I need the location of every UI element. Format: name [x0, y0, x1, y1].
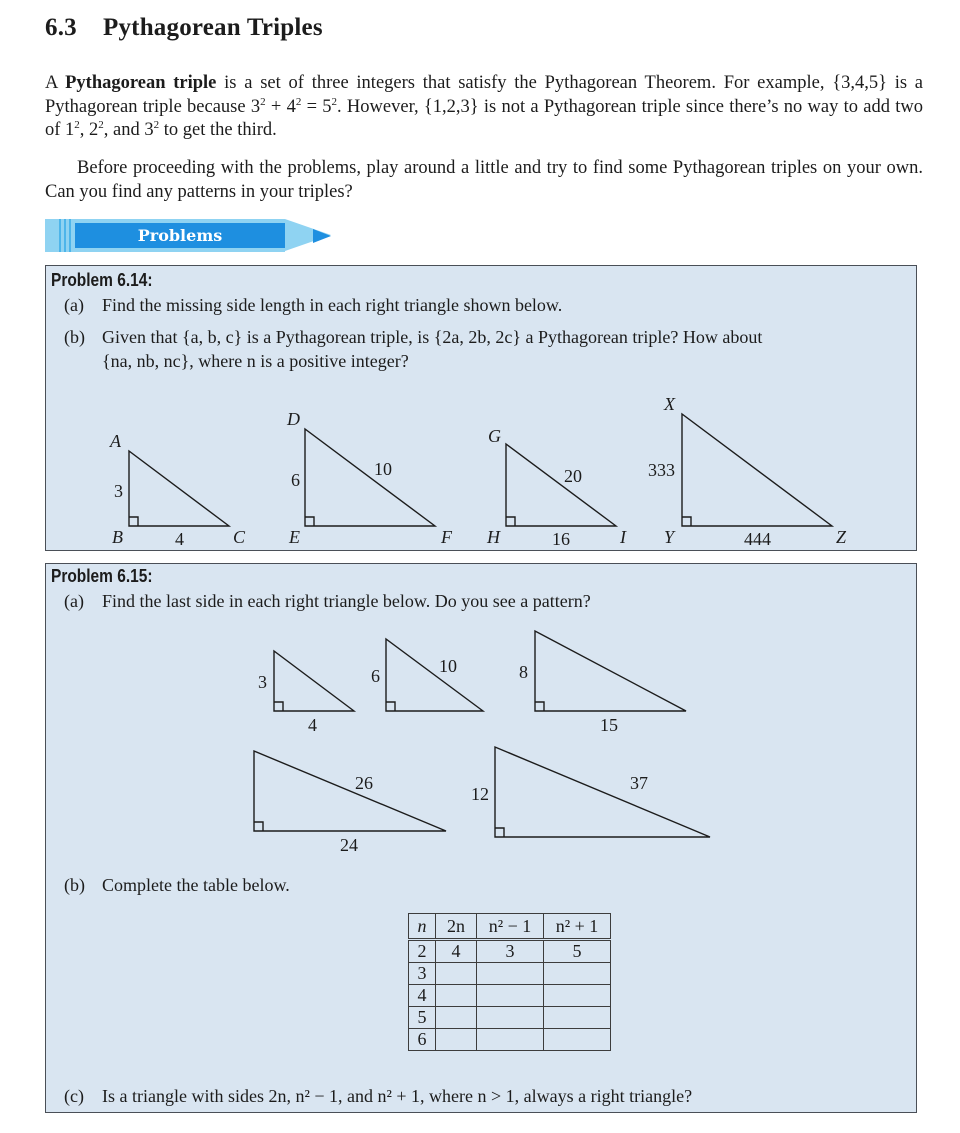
vertex-g: G: [488, 426, 501, 446]
table-cell: 3: [477, 940, 544, 963]
triangle-6-10: [386, 639, 483, 711]
table-cell: 4: [409, 985, 436, 1007]
table-header: n² − 1: [477, 914, 544, 940]
right-angle-mark: [535, 702, 544, 711]
table-cell: 3: [409, 963, 436, 985]
problem-6-15-title: Problem 6.15:: [51, 566, 153, 586]
side-label: 3: [114, 481, 123, 501]
table-row: [409, 1007, 611, 1029]
problem-6-15-figures: [0, 620, 960, 860]
table-cell: [477, 1029, 544, 1051]
side-label: 8: [519, 662, 528, 682]
problems-banner: [45, 219, 331, 252]
side-label: 6: [291, 470, 300, 490]
side-label: 26: [355, 773, 373, 793]
right-angle-mark: [495, 828, 504, 837]
table-header-row: [409, 914, 611, 940]
vertex-c: C: [233, 527, 246, 547]
problem-6-15-part-b: (b) Complete the table below.: [64, 875, 290, 895]
side-label: 4: [175, 529, 184, 549]
section-title: [45, 14, 323, 42]
vertex-h: H: [487, 527, 500, 547]
vertex-b: B: [112, 527, 123, 547]
table-cell: [436, 963, 477, 985]
table-row: [409, 940, 611, 963]
n-values-table: [408, 913, 611, 1051]
table-cell: [477, 985, 544, 1007]
right-angle-mark: [129, 517, 138, 526]
triangle-xyz: [682, 414, 832, 526]
triangle-3-4: [274, 651, 354, 711]
vertex-y: Y: [664, 527, 675, 547]
table-cell: 5: [409, 1007, 436, 1029]
table-cell: [477, 963, 544, 985]
vertex-x: X: [664, 394, 675, 414]
table-cell: [544, 1007, 611, 1029]
table-cell: [544, 1029, 611, 1051]
right-angle-mark: [305, 517, 314, 526]
side-label: 10: [439, 656, 457, 676]
right-angle-mark: [506, 517, 515, 526]
table-header: 2n: [436, 914, 477, 940]
table-cell: 4: [436, 940, 477, 963]
section-number: 6.3: [45, 14, 77, 41]
table-cell: [477, 1007, 544, 1029]
vertex-i: I: [620, 527, 626, 547]
side-label: 10: [374, 459, 392, 479]
table-cell: [436, 985, 477, 1007]
triangle-8-15: [535, 631, 686, 711]
section-heading: Pythagorean Triples: [103, 14, 323, 41]
vertex-a: A: [110, 431, 121, 451]
triangle-24-26: [254, 751, 446, 831]
pencil-tip-icon: [313, 229, 331, 243]
problem-6-14-part-a: (a) Find the missing side length in each right triangle shown below.: [64, 295, 563, 315]
table-cell: [544, 985, 611, 1007]
triangle-ghi: [506, 444, 616, 526]
table-cell: 6: [409, 1029, 436, 1051]
vertex-z: Z: [836, 527, 847, 547]
right-angle-mark: [254, 822, 263, 831]
table-cell: [544, 963, 611, 985]
table-row: [409, 985, 611, 1007]
problem-6-15-part-a: (a) Find the last side in each right triangle below. Do you see a pattern?: [64, 591, 591, 611]
side-label: 12: [471, 784, 489, 804]
table-row: [409, 1029, 611, 1051]
table-header: n² + 1: [544, 914, 611, 940]
side-label: 15: [600, 715, 618, 735]
triangle-12-37: [495, 747, 710, 837]
vertex-e: E: [289, 527, 300, 547]
side-label: 16: [552, 529, 570, 549]
side-label: 6: [371, 666, 380, 686]
right-angle-mark: [682, 517, 691, 526]
side-label: 3: [258, 672, 267, 692]
triangle-def: [305, 429, 435, 526]
side-label: 333: [648, 460, 675, 480]
right-angle-mark: [386, 702, 395, 711]
intro-paragraph: A Pythagorean triple is a set of three integers that satisfy the Pythagorean Theorem. For example, {3,4,5} is a Pythagorean triple because $3^2 + 4^2 = 5^2$. However, {1,2,3} is not a Pythagorean triple since there’s no way to add two of $1^2$, $2^2$, and $3^2$ to get the third.: [45, 73, 924, 140]
side-label: 20: [564, 466, 582, 486]
side-label: 37: [630, 773, 648, 793]
side-label: 444: [744, 529, 771, 549]
table-cell: 2: [409, 940, 436, 963]
table-cell: [436, 1007, 477, 1029]
problems-banner-label: Problems: [137, 226, 223, 245]
table-cell: 5: [544, 940, 611, 963]
vertex-d: D: [287, 409, 300, 429]
problem-6-14-part-b: (b) Given that {a, b, c} is a Pythagorean triple, is {2a, 2b, 2c} a Pythagorean triple? How about: [64, 327, 763, 347]
intro-paragraph-2: Before proceeding with the problems, play around a little and try to find some Pythagorean triples on your own. Can you find any patterns in your triples?: [45, 158, 923, 202]
problem-6-14-figures: [0, 380, 960, 560]
problem-6-14-part-b-cont: {na, nb, nc}, where n is a positive integer?: [102, 351, 409, 371]
table-row: [409, 963, 611, 985]
problem-6-14-title: Problem 6.14:: [51, 270, 153, 290]
triangle-abc: [129, 451, 229, 526]
table-cell: [436, 1029, 477, 1051]
right-angle-mark: [274, 702, 283, 711]
term-pythagorean-triple: Pythagorean triple: [65, 73, 217, 93]
side-label: 4: [308, 715, 317, 735]
vertex-f: F: [441, 527, 452, 547]
side-label: 24: [340, 835, 358, 855]
problem-6-15-part-c: (c) Is a triangle with sides 2n, n² − 1, and n² + 1, where n > 1, always a right triangle?: [64, 1086, 693, 1106]
table-header: n: [409, 914, 436, 940]
